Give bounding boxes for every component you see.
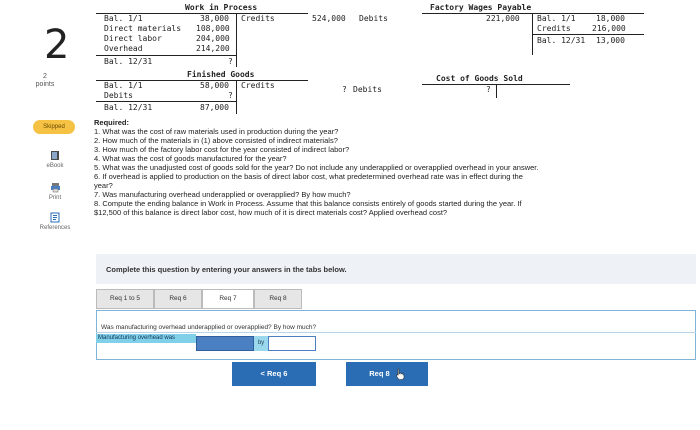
wip-title: Work in Process <box>185 3 258 12</box>
tab-req-6[interactable]: Req 6 <box>154 289 202 309</box>
fg-row-value: ? <box>228 91 233 100</box>
required-heading: Required: <box>94 118 130 127</box>
underapplied-overapplied-select[interactable] <box>196 336 254 351</box>
fwp-debits-label: Debits <box>359 14 388 23</box>
prev-req-6-button[interactable]: < Req 6 <box>232 362 316 386</box>
wip-row-value: 214,200 <box>196 44 230 53</box>
wip-center-rule <box>236 13 237 67</box>
references-button[interactable] <box>35 212 75 231</box>
fg-row-label: Bal. 12/31 <box>104 103 153 112</box>
required-item: 4. What was the cost of goods manufactured for the year? <box>94 154 287 163</box>
fg-row-value: 58,000 <box>200 81 229 90</box>
ebook-label: eBook <box>46 163 64 169</box>
wip-row-label: Direct materials <box>104 24 182 33</box>
fwp-row-value: 18,000 <box>596 14 625 23</box>
references-icon <box>50 212 60 223</box>
wip-row-value: 204,000 <box>196 34 230 43</box>
answer-label: Manufacturing overhead was <box>96 334 196 343</box>
instruction-bar <box>96 254 696 284</box>
wip-row-label: Bal. 1/1 <box>104 14 143 23</box>
fwp-debits-value: 221,000 <box>486 14 520 23</box>
next-req-8-button[interactable] <box>346 362 428 386</box>
question-number: 2 <box>44 22 70 68</box>
wip-row-label: Bal. 12/31 <box>104 57 153 66</box>
fg-center-rule <box>236 80 237 114</box>
ebook-button[interactable] <box>35 150 75 169</box>
fg-row-value: 87,000 <box>200 103 229 112</box>
answer-by-label: by <box>254 336 268 351</box>
book-icon <box>50 150 60 161</box>
next-req-8-label: Req 8 <box>369 369 390 378</box>
references-label: References <box>39 225 71 231</box>
skipped-badge: Skipped <box>33 120 75 134</box>
fg-credits-label: Credits <box>241 81 275 90</box>
print-label: Print <box>48 195 62 201</box>
fwp-row-label: Credits <box>537 24 571 33</box>
required-item: $12,500 of this balance is direct labor cost, how much of it is direct materials cost? Applied overhead cost? <box>94 208 448 217</box>
cogs-title: Cost of Goods Sold <box>436 74 523 83</box>
wip-credits-value: 524,000 <box>312 14 346 23</box>
fg-title: Finished Goods <box>187 70 255 79</box>
fwp-row-value: 216,000 <box>592 24 626 33</box>
tab-req-8[interactable]: Req 8 <box>254 289 302 309</box>
required-item: year? <box>94 181 113 190</box>
required-item: 8. Compute the ending balance in Work in Process. Assume that this balance consists entirely of goods started during the year. If <box>94 199 522 208</box>
required-item: 6. If overhead is applied to production on the basis of direct labor cost, what predetermined overhead rate was in effect during the <box>94 172 523 181</box>
printer-icon <box>50 182 61 193</box>
fg-row-label: Bal. 1/1 <box>104 81 143 90</box>
required-item: 2. How much of the materials in (1) above consisted of indirect materials? <box>94 136 338 145</box>
answer-divider <box>96 332 696 333</box>
wip-row-label: Direct labor <box>104 34 162 43</box>
tab-req-7[interactable]: Req 7 <box>202 289 254 309</box>
cogs-debits-label: Debits <box>353 85 382 94</box>
overhead-amount-input[interactable] <box>268 336 316 351</box>
fwp-row-label: Bal. 12/31 <box>537 36 586 45</box>
sub-question-text: Was manufacturing overhead underapplied or overapplied? By how much? <box>101 324 317 331</box>
required-item: 1. What was the cost of raw materials used in production during the year? <box>94 127 339 136</box>
points-value: 2 <box>43 73 47 80</box>
instruction-text: Complete this question by entering your answers in the tabs below. <box>106 265 347 274</box>
cogs-debits-value: ? <box>486 85 491 94</box>
fwp-row-label: Bal. 1/1 <box>537 14 576 23</box>
required-item: 7. Was manufacturing overhead underapplied or overapplied? By how much? <box>94 190 351 199</box>
hand-cursor-icon <box>395 368 405 380</box>
print-button[interactable] <box>35 182 75 201</box>
required-item: 5. What was the unadjusted cost of goods sold for the year? Do not include any underapplied or overapplied overhead in your answer. <box>94 163 539 172</box>
tab-req-1-to-5[interactable]: Req 1 to 5 <box>96 289 154 309</box>
required-section <box>94 118 694 217</box>
fg-row-label: Debits <box>104 91 133 100</box>
cogs-center-rule <box>496 84 497 98</box>
wip-row-value: 108,000 <box>196 24 230 33</box>
points-label: points <box>35 81 55 88</box>
fg-credits-value: ? <box>342 85 347 94</box>
wip-row-value: ? <box>228 57 233 66</box>
points-indicator <box>25 73 65 89</box>
fwp-row-value: 13,000 <box>596 36 625 45</box>
wip-row-value: 38,000 <box>200 14 229 23</box>
fwp-title: Factory Wages Payable <box>430 3 532 12</box>
wip-credits-label: Credits <box>241 14 275 23</box>
required-item: 3. How much of the factory labor cost for the year consisted of indirect labor? <box>94 145 350 154</box>
wip-row-label: Overhead <box>104 44 143 53</box>
